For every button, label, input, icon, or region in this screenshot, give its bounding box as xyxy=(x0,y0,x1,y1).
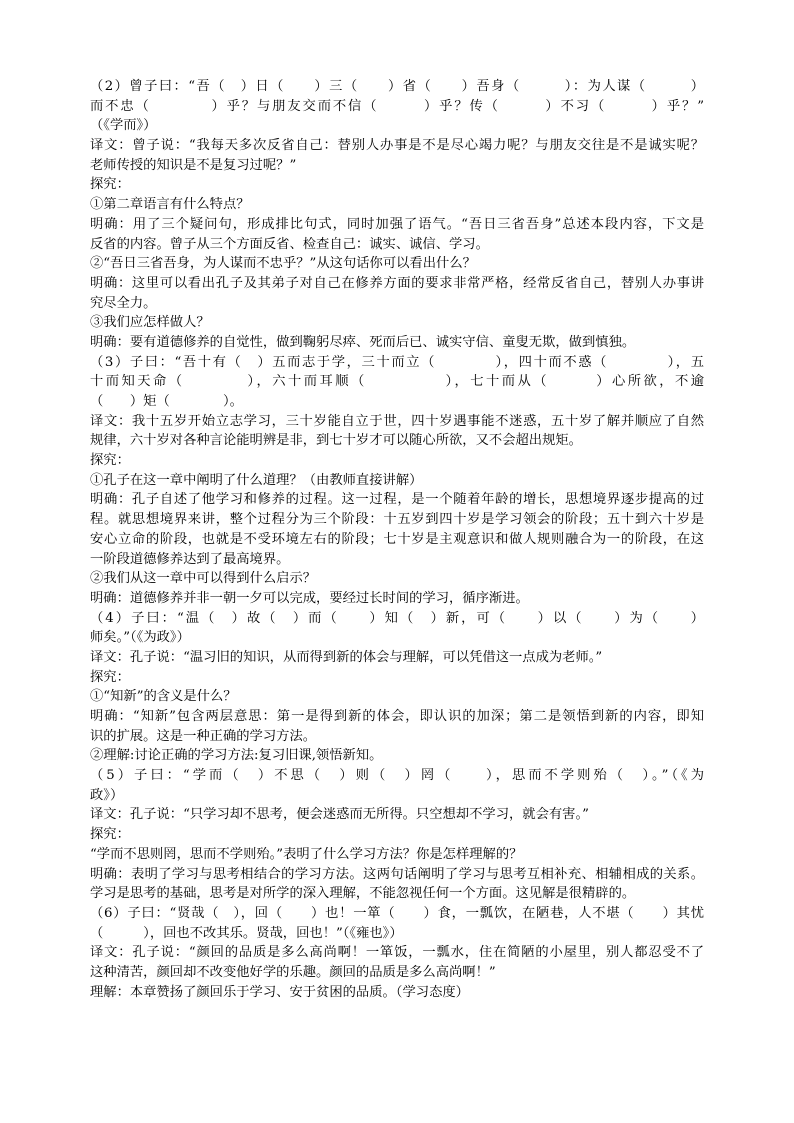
text-line: （ ），回也不改其乐。贤哉，回也！”（《雍也》） xyxy=(90,925,403,941)
text-line: （6）子曰：“贤哉（ ），回（ ）也！一箪（ ）食，一瓢饮，在陋巷，人不堪（ ）其忧 xyxy=(90,905,704,921)
text-line: 译文：我十五岁开始立志学习，三十岁能自立于世，四十岁遇事能不迷惑，五十岁了解并顺应了自然 xyxy=(90,413,704,429)
text-line: 识的扩展。这是一种正确的学习方法。 xyxy=(90,728,317,744)
text-line: 译文：孔子说：“温习旧的知识，从而得到新的体会与理解，可以凭借这一点成为老师。” xyxy=(90,649,603,665)
text-line: 明确：“知新”包含两层意思：第一是得到新的体会，即认识的加深；第二是领悟到新的内容，即知 xyxy=(90,709,704,724)
text-line: 究尽全力。 xyxy=(90,295,157,311)
text-line: 探究： xyxy=(90,177,130,193)
text-line: （4）子曰：“温（ ）故（ ）而（ ）知（ ）新，可（ ）以（ ）为（ ） xyxy=(90,610,704,626)
text-line: 译文：孔子说：“颜回的品质是多么高尚啊！一箪饭，一瓢水，住在简陋的小屋里，别人都忍受不了 xyxy=(90,945,704,961)
text-line: 一阶段道德修养达到了最高境界。 xyxy=(90,551,290,567)
text-line: 译文：孔子说：“只学习却不思考，便会迷惑而无所得。只空想却不学习，就会有害。” xyxy=(90,807,589,823)
text-line: 明确：要有道德修养的自觉性，做到鞠躬尽瘁、死而后已、诚实守信、童叟无欺，做到慎独。 xyxy=(90,334,636,350)
text-line: “学而不思则罔，思而不学则殆。”表明了什么学习方法？你是怎样理解的？ xyxy=(90,846,523,862)
text-line: ②“吾日三省吾身，为人谋而不忠乎？”从这句话你可以看出什么？ xyxy=(90,256,476,272)
text-line: （ ）矩（ ）。 xyxy=(90,394,243,409)
text-line: ①“知新”的含义是什么？ xyxy=(90,689,237,705)
text-line: 安心立命的阶段，也就是不受环境左右的阶段；七十岁是主观意识和做人规则融合为一的阶段，在这 xyxy=(90,531,704,547)
text-line: 学习是思考的基础，思考是对所学的深入理解，不能忽视任何一个方面。这见解是很精辟的。 xyxy=(90,886,636,902)
text-line: 老师传授的知识是不是复习过呢？” xyxy=(90,157,297,173)
text-line: 反省的内容。曾子从三个方面反省、检查自己：诚实、诚信、学习。 xyxy=(90,236,489,252)
text-line: 探究： xyxy=(90,669,130,685)
text-line: 明确：道德修养并非一朝一夕可以完成，要经过长时间的学习，循序渐进。 xyxy=(90,590,529,606)
text-line: 十而知天命（ ），六十而耳顺（ ），七十而从（ ）心所欲，不逾 xyxy=(90,374,704,390)
text-line: 规律，六十岁对各种言论能明辨是非，到七十岁才可以随心所欲，又不会超出规矩。 xyxy=(90,433,582,449)
text-line: 而不忠（ ）乎？与朋友交而不信（ ）乎？传（ ）不习（ ）乎？” xyxy=(90,98,704,114)
text-line: 明确：用了三个疑问句，形成排比句式，同时加强了语气。“吾日三省吾身”总述本段内容，下文是 xyxy=(90,216,704,232)
text-line: （2）曾子曰：“吾（ ）日（ ）三（ ）省（ ）吾身（ ）：为人谋（ ） xyxy=(90,79,704,94)
text-line: （《学而》） xyxy=(90,118,157,134)
text-line: ②理解:讨论正确的学习方法:复习旧课,领悟新知。 xyxy=(90,748,383,764)
text-line: 探究： xyxy=(90,453,130,469)
text-line: 这种清苦，颜回却不改变他好学的乐趣。颜回的品质是多么高尚啊！” xyxy=(90,964,496,980)
text-line: ①第二章语言有什么特点？ xyxy=(90,197,250,213)
text-line: 明确：这里可以看出孔子及其弟子对自己在修养方面的要求非常严格，经常反省自己，替别人办事讲 xyxy=(90,275,704,291)
text-line: 程。就思想境界来讲，整个过程分为三个阶段：十五岁到四十岁是学习领会的阶段；五十到六十岁是 xyxy=(90,512,704,528)
text-line: 理解：本章赞扬了颜回乐于学习、安于贫困的品质。（学习态度） xyxy=(90,984,469,1000)
text-line: （3）子曰：“吾十有（ ）五而志于学，三十而立（ ），四十而不惑（ ），五 xyxy=(90,354,704,370)
text-line: 师矣。”（《为政》） xyxy=(90,630,190,646)
text-line: ③我们应怎样做人？ xyxy=(90,315,210,331)
text-line: 明确：表明了学习与思考相结合的学习方法。这两句话阐明了学习与思考互相补充、相辅相成的关系。 xyxy=(90,866,704,882)
text-line: 探究： xyxy=(90,827,130,843)
text-line: 明确：孔子自述了他学习和修养的过程。这一过程，是一个随着年龄的增长，思想境界逐步提高的过 xyxy=(90,492,704,508)
text-line: 政》） xyxy=(90,787,124,803)
document-body xyxy=(90,77,704,1002)
text-line: ①孔子在这一章中阐明了什么道理？（由教师直接讲解） xyxy=(90,472,423,488)
text-line: 译文：曾子说：“我每天多次反省自己：替别人办事是不是尽心竭力呢？与朋友交往是不是诚实呢？ xyxy=(90,138,704,154)
text-line: ②我们从这一章中可以得到什么启示？ xyxy=(90,571,317,587)
text-line: （5）子曰：“学而（ ）不思（ ）则（ ）罔（ ），思而不学则殆（ ）。”（《为 xyxy=(90,768,704,784)
